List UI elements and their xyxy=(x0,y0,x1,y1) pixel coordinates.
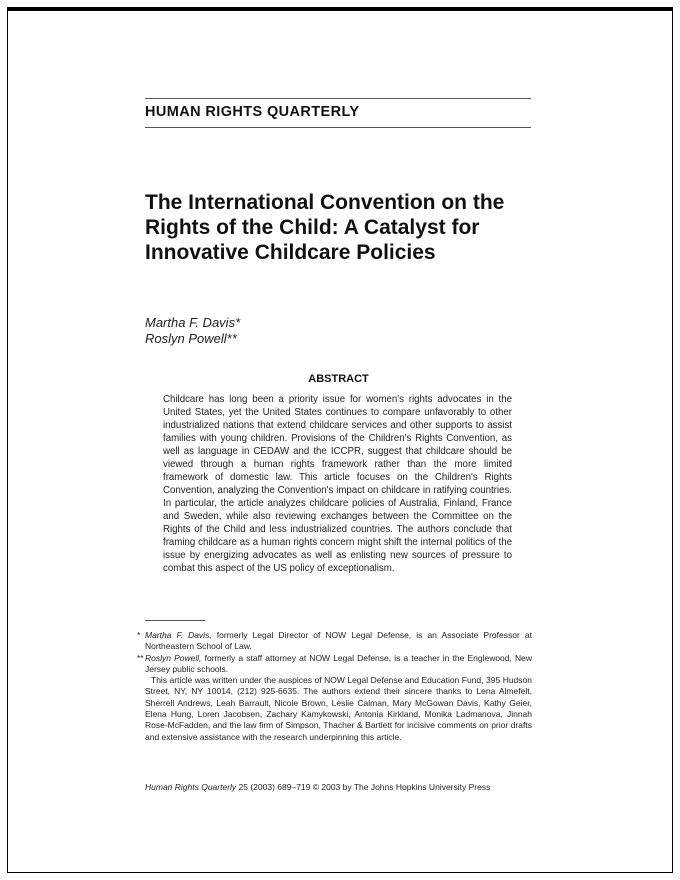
footnote-rule xyxy=(145,620,205,621)
author-list xyxy=(145,315,240,347)
citation-journal: Human Rights Quarterly xyxy=(145,782,237,792)
footnote-1 xyxy=(137,630,532,653)
article-title: The International Convention on the Rights of the Child: A Catalyst for Innovative Childcare Policies xyxy=(145,191,505,264)
journal-header: HUMAN RIGHTS QUARTERLY xyxy=(145,104,360,120)
header-rule-bottom xyxy=(145,127,531,128)
citation-line xyxy=(145,782,490,792)
author-2: Roslyn Powell** xyxy=(145,331,237,346)
footnote-1-text: formerly Legal Director of NOW Legal Defense, is an Associate Professor at Northeastern School of Law. xyxy=(145,630,532,652)
footnote-2-name: Roslyn Powell, xyxy=(145,652,202,663)
footnote-1-name: Martha F. Davis, xyxy=(145,630,212,640)
abstract-heading: ABSTRACT xyxy=(308,373,369,385)
footnote-1-mark: * xyxy=(137,630,141,640)
header-rule-top xyxy=(145,98,531,99)
footnote-2-text: formerly a staff attorney at NOW Legal Defense, is a teacher in the Englewood, New Jersey public schools. xyxy=(145,652,532,674)
footnote-2 xyxy=(137,652,532,676)
footnotes xyxy=(137,630,532,743)
author-1: Martha F. Davis* xyxy=(145,315,241,330)
footnote-2-mark: ** xyxy=(137,652,144,663)
citation-details: 25 (2003) 689–719 © 2003 by The Johns Hopkins University Press xyxy=(236,782,491,792)
acknowledgement-note: This article was written under the auspices of NOW Legal Defense and Education Fund, 395 Hudson Street, NY, NY 10014, (212) 925-6635. The authors extend their sincere thanks to Lena Almefelt, Sherrell Andrews, Leah Barrault, Nicole Brown, Leslie Calman, Mary McGowan Davis, Kathy Geier, Elena Hung, Loren Jacobsen, Zachary Kamykowski, Antonia Kirkland, Monika Ladmanova, Jinnah Rose-McFadden, and the law firm of Simpson, Thacher & Bartlett for incisive comments on prior drafts and extensive assistance with the research underpinning this article. xyxy=(145,675,532,742)
abstract-text: Childcare has long been a priority issue for women's rights advocates in the United States, yet the United States continues to compare unfavorably to other industrialized nations that extend childcare services and other supports to assist families with young children. Provisions of the Children's Rights Convention, as well as language in CEDAW and the ICCPR, suggest that childcare should be viewed through a human rights framework rather than the more limited framework of domestic law. This article focuses on the Children's Rights Convention, analyzing the Convention's impact on childcare in ratifying countries. In particular, the article analyzes childcare policies of Australia, Finland, France and Sweden, while also reviewing exchanges between the Committee on the Rights of the Child and less industrialized countries. The authors conclude that framing childcare as a human rights concern might shift the internal politics of the issue by energizing advocates as well as enlisting new sources of pressure to combat this aspect of the US policy of exceptionalism. xyxy=(163,394,512,574)
